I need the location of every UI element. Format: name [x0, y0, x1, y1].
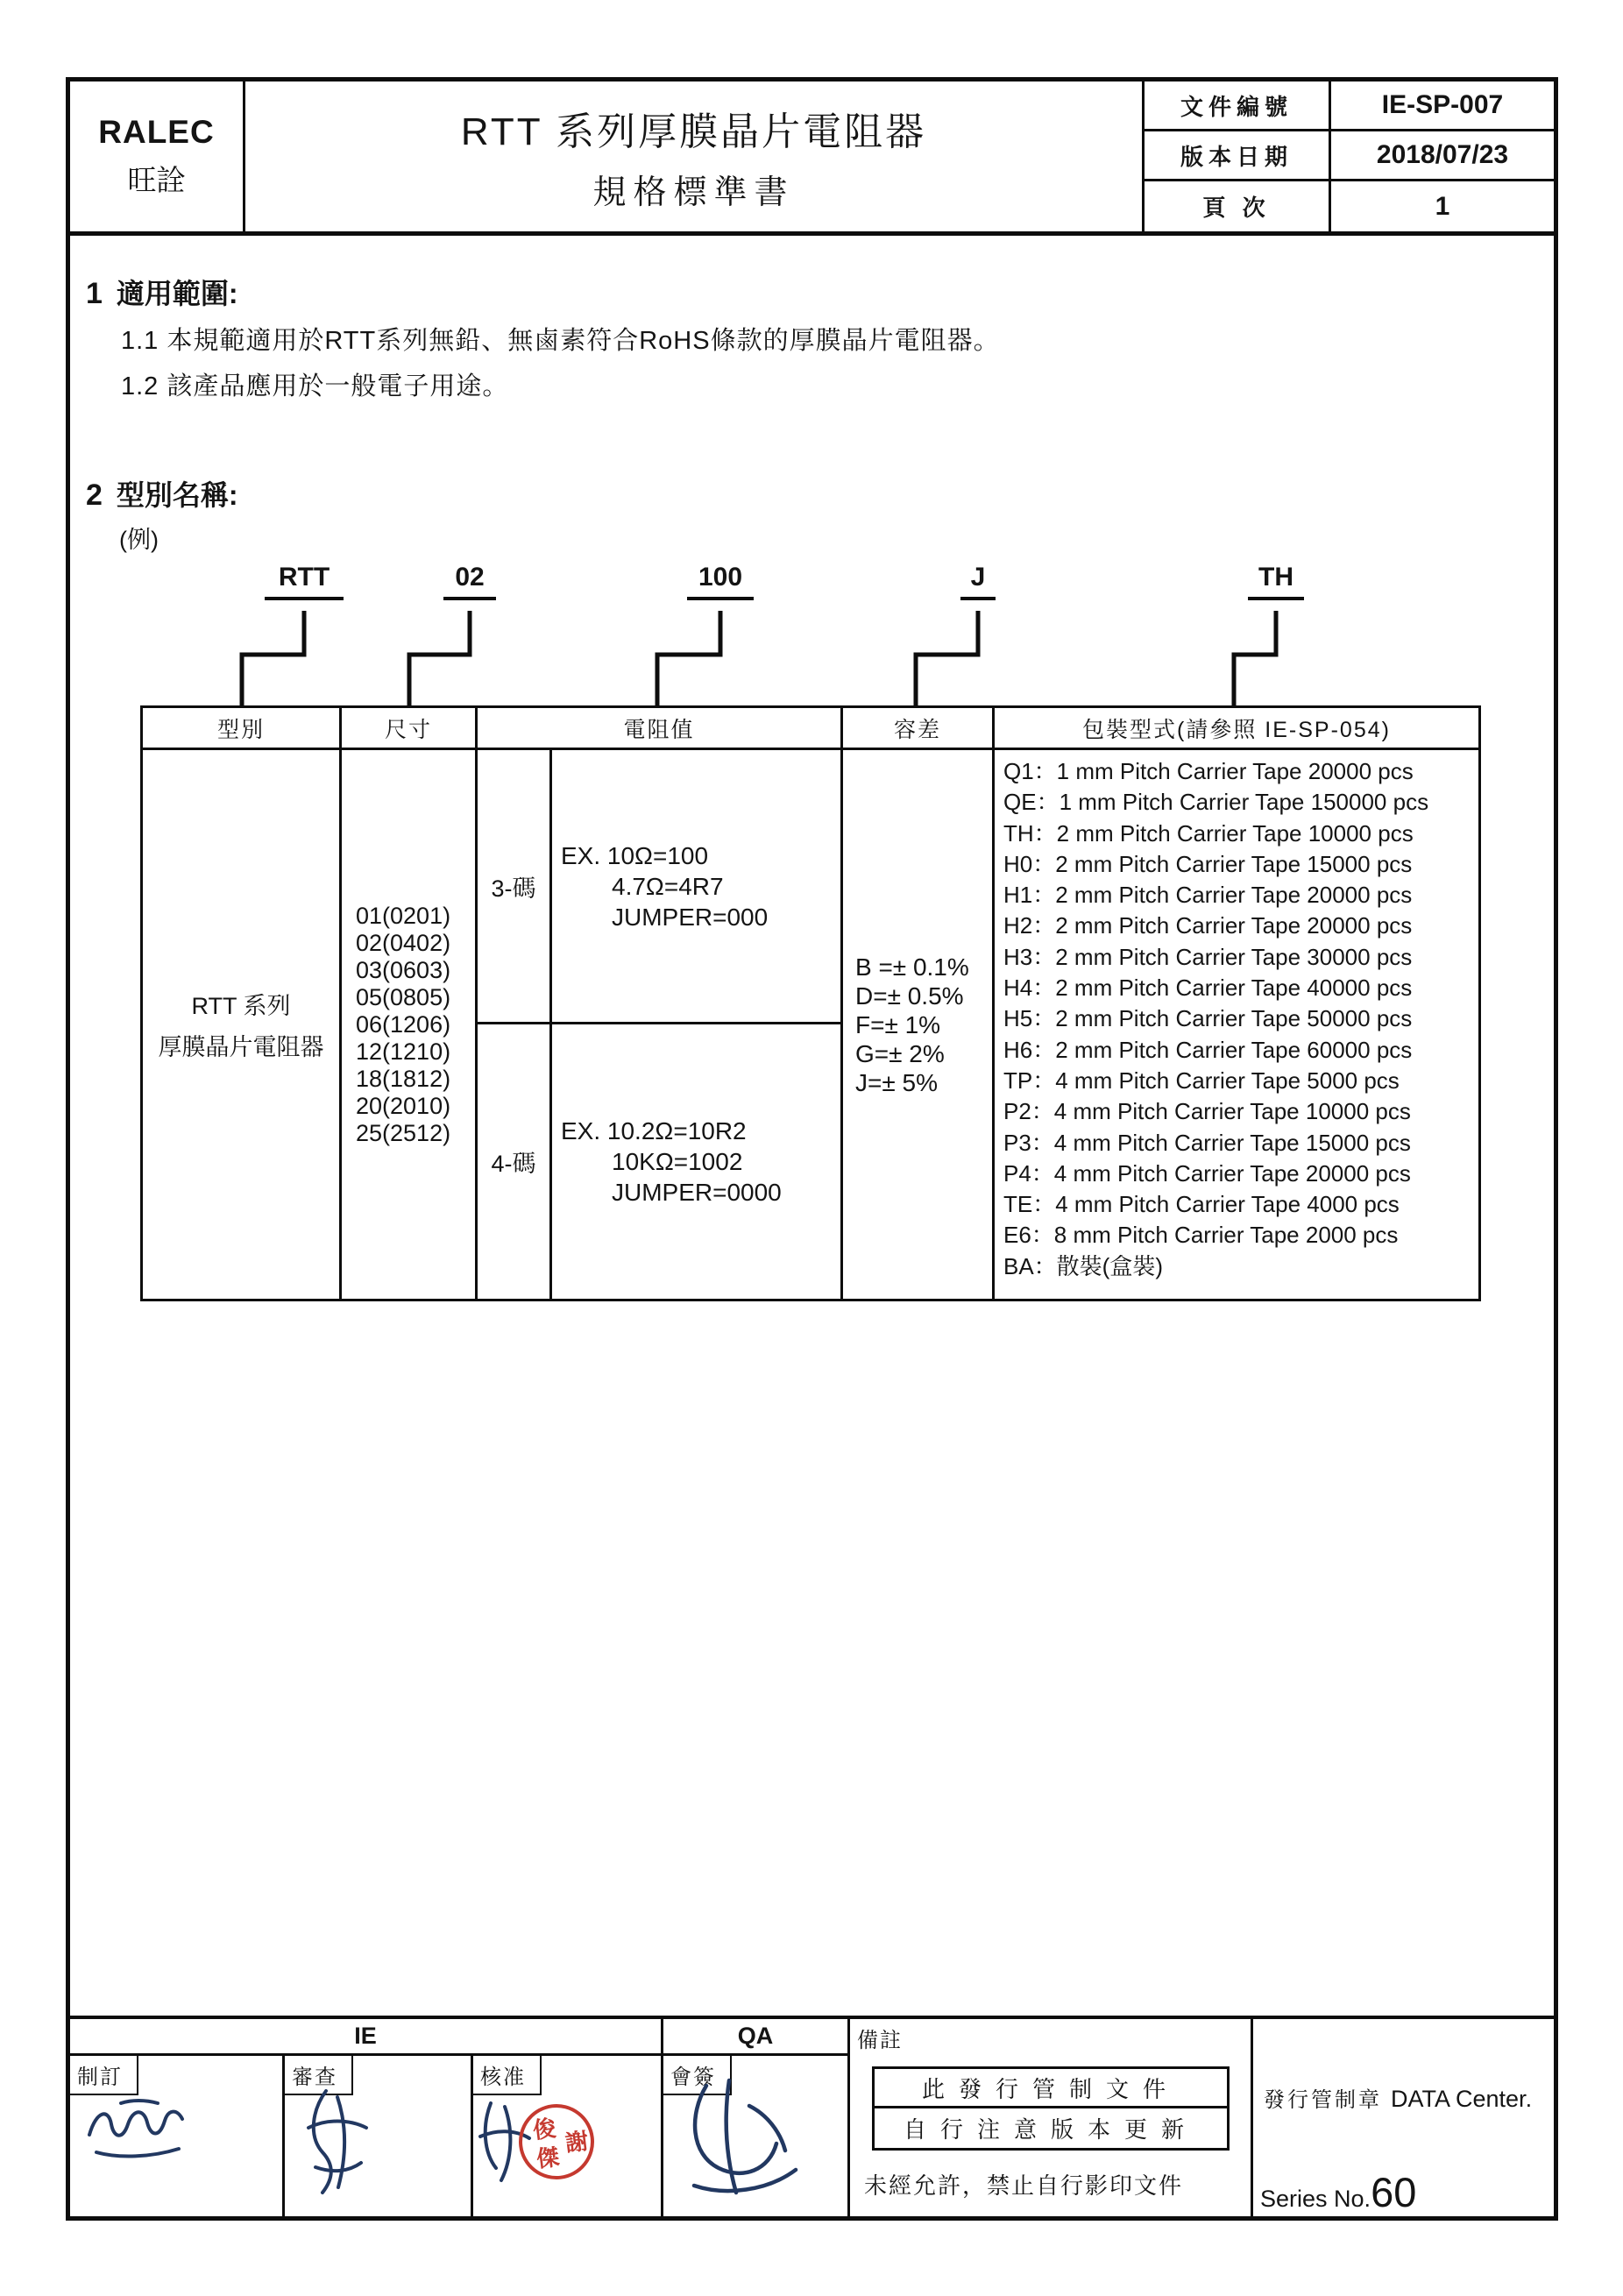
size-item: 20(2010)	[356, 1092, 451, 1119]
resistance-example: EX. 10.2Ω=10R2	[561, 1117, 747, 1144]
size-item: 25(2512)	[356, 1119, 451, 1146]
section-scope-heading	[86, 272, 238, 312]
col-header-resistance: 電阻值	[478, 708, 843, 750]
example-label: (例)	[119, 527, 159, 553]
cell-packaging	[995, 750, 1478, 1299]
role-cell-approved	[473, 2056, 663, 2216]
col-header-size: 尺寸	[342, 708, 478, 750]
notice-line-1: 此發行管制文件	[875, 2069, 1227, 2108]
packaging-item: H5：2 mm Pitch Carrier Tape 50000 pcs	[1003, 1005, 1413, 1032]
size-item: 12(1210)	[356, 1038, 451, 1065]
seal-char-1: 俊	[531, 2115, 557, 2144]
company-name-cn: 旺詮	[127, 164, 186, 196]
reviewed-by-label: 審查	[285, 2056, 353, 2095]
meta-labels	[1142, 81, 1329, 231]
issue-control-cell	[1253, 2019, 1554, 2216]
packaging-item: H0：2 mm Pitch Carrier Tape 15000 pcs	[1003, 850, 1413, 877]
company-block	[70, 81, 245, 231]
resistance-example: JUMPER=000	[612, 903, 769, 931]
size-item: 05(0805)	[356, 983, 451, 1010]
packaging-item: H2：2 mm Pitch Carrier Tape 20000 pcs	[1003, 912, 1413, 939]
part-number-connector-lines	[70, 607, 1554, 707]
section-scope-number: 1	[86, 277, 103, 310]
issue-control-line	[1264, 2082, 1532, 2113]
tolerance-item: F=± 1%	[855, 1010, 941, 1038]
packaging-item: H4：2 mm Pitch Carrier Tape 40000 pcs	[1003, 974, 1413, 1002]
size-item: 06(1206)	[356, 1010, 451, 1038]
version-date-value: 2018/07/23	[1331, 131, 1554, 181]
cell-resistance	[478, 750, 843, 1299]
part-code-resistance: 100	[687, 563, 754, 600]
resistance-example: JUMPER=0000	[612, 1179, 782, 1206]
resistance-4digit-label: 4-碼	[478, 1024, 552, 1299]
packaging-item: H1：2 mm Pitch Carrier Tape 20000 pcs	[1003, 882, 1413, 909]
approved-by-label: 核准	[473, 2056, 542, 2095]
remarks-cell	[850, 2019, 1253, 2216]
role-cell-reviewed	[285, 2056, 473, 2216]
col-header-tolerance: 容差	[843, 708, 995, 750]
spec-table	[140, 705, 1481, 1301]
section-model-number: 2	[86, 478, 103, 512]
series-name-line2: 厚膜晶片電阻器	[158, 1034, 324, 1060]
doc-number-value: IE-SP-007	[1331, 81, 1554, 131]
ie-department-label: IE	[70, 2019, 663, 2056]
document-subtitle: 規格標準書	[592, 174, 795, 211]
packaging-item: QE：1 mm Pitch Carrier Tape 150000 pcs	[1003, 789, 1429, 816]
role-cell-countersigned	[663, 2056, 850, 2216]
tolerance-item: G=± 2%	[855, 1039, 945, 1067]
packaging-item: TP：4 mm Pitch Carrier Tape 5000 pcs	[1003, 1067, 1400, 1094]
cell-series-type	[143, 750, 342, 1299]
resistance-example: EX. 10Ω=100	[561, 841, 709, 869]
section-model-heading	[86, 473, 238, 514]
part-code-tolerance: J	[960, 563, 996, 600]
size-item: 02(0402)	[356, 929, 451, 956]
col-header-packaging: 包裝型式(請參照 IE-SP-054)	[995, 708, 1478, 750]
drafted-by-label: 制訂	[70, 2056, 138, 2095]
doc-number-label: 文件編號	[1145, 81, 1329, 131]
resistance-3digit-examples	[552, 750, 840, 1024]
countersigned-by-label: 會簽	[663, 2056, 732, 2095]
company-name: RALEC	[98, 114, 215, 150]
role-cell-drafted	[70, 2056, 285, 2216]
packaging-item: P2：4 mm Pitch Carrier Tape 10000 pcs	[1003, 1098, 1411, 1125]
issue-control-org: DATA Center.	[1391, 2086, 1533, 2112]
issue-control-stamp-label: 發行管制章	[1264, 2088, 1382, 2112]
series-number-block	[1260, 2168, 1416, 2216]
remarks-label: 備註	[857, 2029, 903, 2052]
tolerance-item: D=± 0.5%	[855, 981, 964, 1010]
notice-line-2: 自行注意版本更新	[903, 2116, 1198, 2143]
resistance-example: 4.7Ω=4R7	[612, 872, 724, 900]
cell-sizes	[342, 750, 478, 1299]
series-name-line1: RTT 系列	[191, 993, 291, 1019]
packaging-item: H6：2 mm Pitch Carrier Tape 60000 pcs	[1003, 1036, 1413, 1063]
packaging-item: P4：4 mm Pitch Carrier Tape 20000 pcs	[1003, 1159, 1411, 1187]
packaging-item: P3：4 mm Pitch Carrier Tape 15000 pcs	[1003, 1129, 1411, 1156]
copy-prohibition-warning: 未經允許，禁止自行影印文件	[864, 2172, 1184, 2199]
seal-char-3: 謝	[563, 2127, 590, 2157]
section-model-title: 型別名稱:	[116, 479, 238, 511]
document-title: RTT 系列厚膜晶片電阻器	[460, 110, 927, 153]
tolerance-item: J=± 5%	[855, 1068, 938, 1096]
resistance-4digit-examples	[552, 1024, 840, 1299]
packaging-item: BA：散裝(盒裝)	[1003, 1252, 1164, 1279]
scope-item-2: 1.2 該產品應用於一般電子用途。	[121, 372, 509, 400]
meta-values	[1329, 81, 1554, 231]
col-header-type: 型別	[143, 708, 342, 750]
packaging-item: TE：4 mm Pitch Carrier Tape 4000 pcs	[1003, 1191, 1400, 1218]
packaging-item: TH：2 mm Pitch Carrier Tape 10000 pcs	[1003, 819, 1414, 847]
packaging-item: E6：8 mm Pitch Carrier Tape 2000 pcs	[1003, 1222, 1399, 1249]
tolerance-item: B =± 0.1%	[855, 953, 969, 981]
section-scope-title: 適用範圍:	[116, 278, 238, 309]
scope-item-1: 1.1 本規範適用於RTT系列無鉛、無鹵素符合RoHS條款的厚膜晶片電阻器。	[121, 327, 1000, 355]
resistance-3digit-label: 3-碼	[478, 750, 552, 1024]
approval-footer	[70, 2016, 1554, 2216]
qa-department-label: QA	[663, 2019, 850, 2056]
size-item: 01(0201)	[356, 902, 451, 929]
title-block	[245, 81, 1142, 231]
page-border	[66, 77, 1558, 2221]
controlled-document-notice-box	[872, 2066, 1230, 2151]
page-number-label: 頁 次	[1202, 195, 1271, 221]
part-code-size: 02	[443, 563, 496, 600]
part-code-series: RTT	[265, 563, 344, 600]
cell-tolerance	[843, 750, 995, 1299]
resistance-example: 10KΩ=1002	[612, 1148, 743, 1175]
version-date-label: 版本日期	[1145, 131, 1329, 181]
page-number-value: 1	[1435, 191, 1450, 221]
size-item: 03(0603)	[356, 956, 451, 983]
seal-char-2: 傑	[535, 2143, 561, 2172]
packaging-item: Q1：1 mm Pitch Carrier Tape 20000 pcs	[1003, 758, 1414, 784]
size-item: 18(1812)	[356, 1065, 451, 1092]
document-header	[70, 81, 1554, 236]
series-number-label: Series No.	[1260, 2186, 1371, 2212]
series-number-value: 60	[1371, 2169, 1417, 2215]
packaging-item: H3：2 mm Pitch Carrier Tape 30000 pcs	[1003, 943, 1413, 970]
part-code-packaging: TH	[1248, 563, 1304, 600]
